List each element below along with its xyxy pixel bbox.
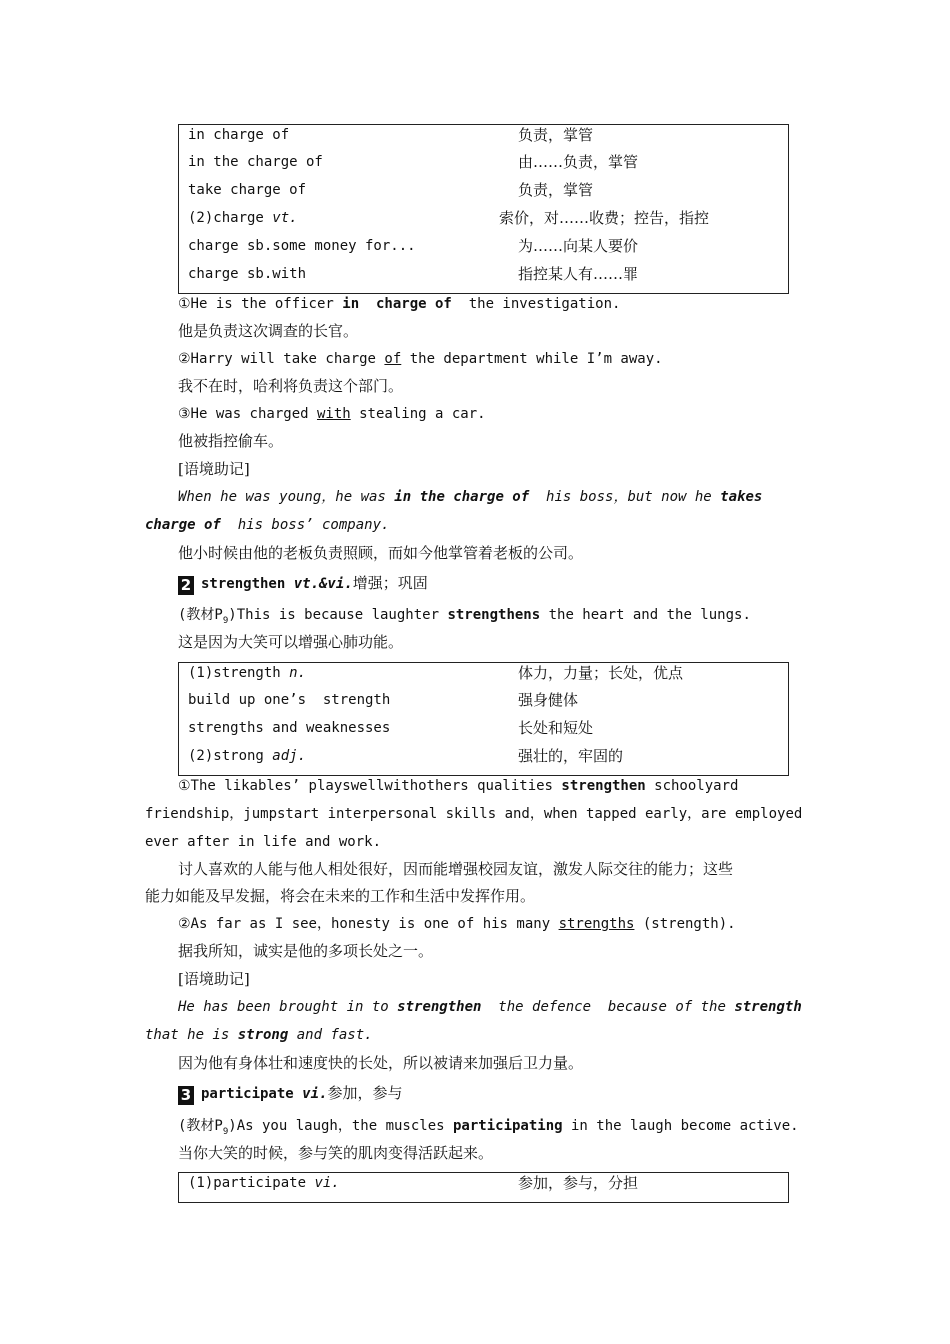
example-4-line-2: friendship，jumpstart interpersonal skills and，when tapped early，are employed: [145, 806, 803, 822]
example-4-line-3: ever after in life and work.: [145, 834, 382, 850]
phrase: (2)strong adj.: [188, 748, 307, 764]
table-row: [179, 690, 788, 710]
phrase: (1)participate vi.: [188, 1175, 340, 1191]
meaning: 强壮的，牢固的: [518, 747, 624, 765]
phrase-table-participate: [178, 1172, 789, 1203]
item-number: 3: [178, 1086, 194, 1105]
table-row: [179, 718, 788, 738]
table-row: [179, 236, 788, 256]
phrase: charge sb.some money for...: [188, 238, 416, 254]
context-sentence: He has been brought in to strengthen the defence because of the strength: [178, 999, 802, 1015]
phrase: (2)charge vt.: [188, 210, 298, 226]
context-translation: 他小时候由他的老板负责照顾，而如今他掌管着老板的公司。: [178, 544, 584, 562]
item-number: 2: [178, 576, 194, 595]
table-row: [179, 746, 788, 766]
meaning: 负责，掌管: [518, 126, 594, 144]
table-row: [179, 125, 788, 145]
phrase: (1)strength n.: [188, 665, 307, 681]
phrase-table-charge: [178, 124, 789, 294]
example-2: ②Harry will take charge of the department while I’m away.: [178, 351, 663, 367]
phrase: strengths and weaknesses: [188, 720, 391, 736]
table-row: [179, 208, 788, 228]
meaning: 指控某人有……罪: [518, 265, 639, 283]
context-translation: 因为他有身体壮和速度快的长处，所以被请来加强后卫力量。: [178, 1054, 584, 1072]
phrase: in charge of: [188, 127, 290, 143]
meaning: 由……负责，掌管: [518, 153, 639, 171]
meaning: 为……向某人要价: [518, 237, 639, 255]
textbook-example: (教材$P_9)This$ is because laughter strengthens the heart and the lungs.: [178, 607, 751, 626]
example-4-translation: 讨人喜欢的人能与他人相处很好，因而能增强校园友谊，激发人际交往的能力；这些: [178, 860, 734, 878]
table-row: [179, 152, 788, 172]
example-3-translation: 他被指控偷车。: [178, 432, 284, 450]
table-row: [179, 1173, 788, 1193]
meaning: 负责，掌管: [518, 181, 594, 199]
table-row: [179, 264, 788, 284]
meaning: 体力，力量；长处，优点: [518, 664, 684, 682]
meaning: 参加，参与，分担: [518, 1174, 639, 1192]
meaning: 强身健体: [518, 691, 579, 709]
context-label: [语境助记]: [178, 970, 250, 988]
phrase: build up one’s strength: [188, 692, 391, 708]
context-sentence-cont: that he is strong and fast.: [145, 1027, 373, 1043]
textbook-translation: 这是因为大笑可以增强心肺功能。: [178, 633, 404, 651]
vocab-heading-participate: 3 participate vi.参加，参与: [178, 1083, 402, 1105]
example-4: ①The likables’ playswellwithothers qualities strengthen schoolyard: [178, 778, 739, 794]
context-label: [语境助记]: [178, 460, 250, 478]
meaning: 索价，对……收费；控告，指控: [499, 209, 710, 227]
example-5: ②As far as I see，honesty is one of his many strengths (strength).: [178, 916, 736, 932]
example-3: ③He was charged with stealing a car.: [178, 406, 486, 422]
textbook-translation: 当你大笑的时候，参与笑的肌肉变得活跃起来。: [178, 1144, 494, 1162]
vocab-heading-strengthen: 2 strengthen vt.&vi.增强；巩固: [178, 573, 428, 595]
example-5-translation: 据我所知，诚实是他的多项长处之一。: [178, 942, 434, 960]
context-sentence-cont: charge of his boss’ company.: [145, 517, 390, 533]
table-row: [179, 180, 788, 200]
context-sentence: When he was young，he was in the charge of his boss，but now he takes: [178, 489, 763, 505]
phrase: in the charge of: [188, 154, 323, 170]
phrase-table-strength: [178, 662, 789, 776]
meaning: 长处和短处: [518, 719, 594, 737]
example-1-translation: 他是负责这次调查的长官。: [178, 322, 359, 340]
example-4-translation-cont: 能力如能及早发掘，将会在未来的工作和生活中发挥作用。: [145, 887, 536, 905]
textbook-example: (教材$P_9)As$ you laugh，the muscles participating in the laugh become active.: [178, 1118, 799, 1137]
phrase: take charge of: [188, 182, 307, 198]
example-2-translation: 我不在时，哈利将负责这个部门。: [178, 377, 404, 395]
table-row: [179, 663, 788, 683]
example-1: ①He is the officer in charge of the investigation.: [178, 296, 621, 312]
phrase: charge sb.with: [188, 266, 307, 282]
